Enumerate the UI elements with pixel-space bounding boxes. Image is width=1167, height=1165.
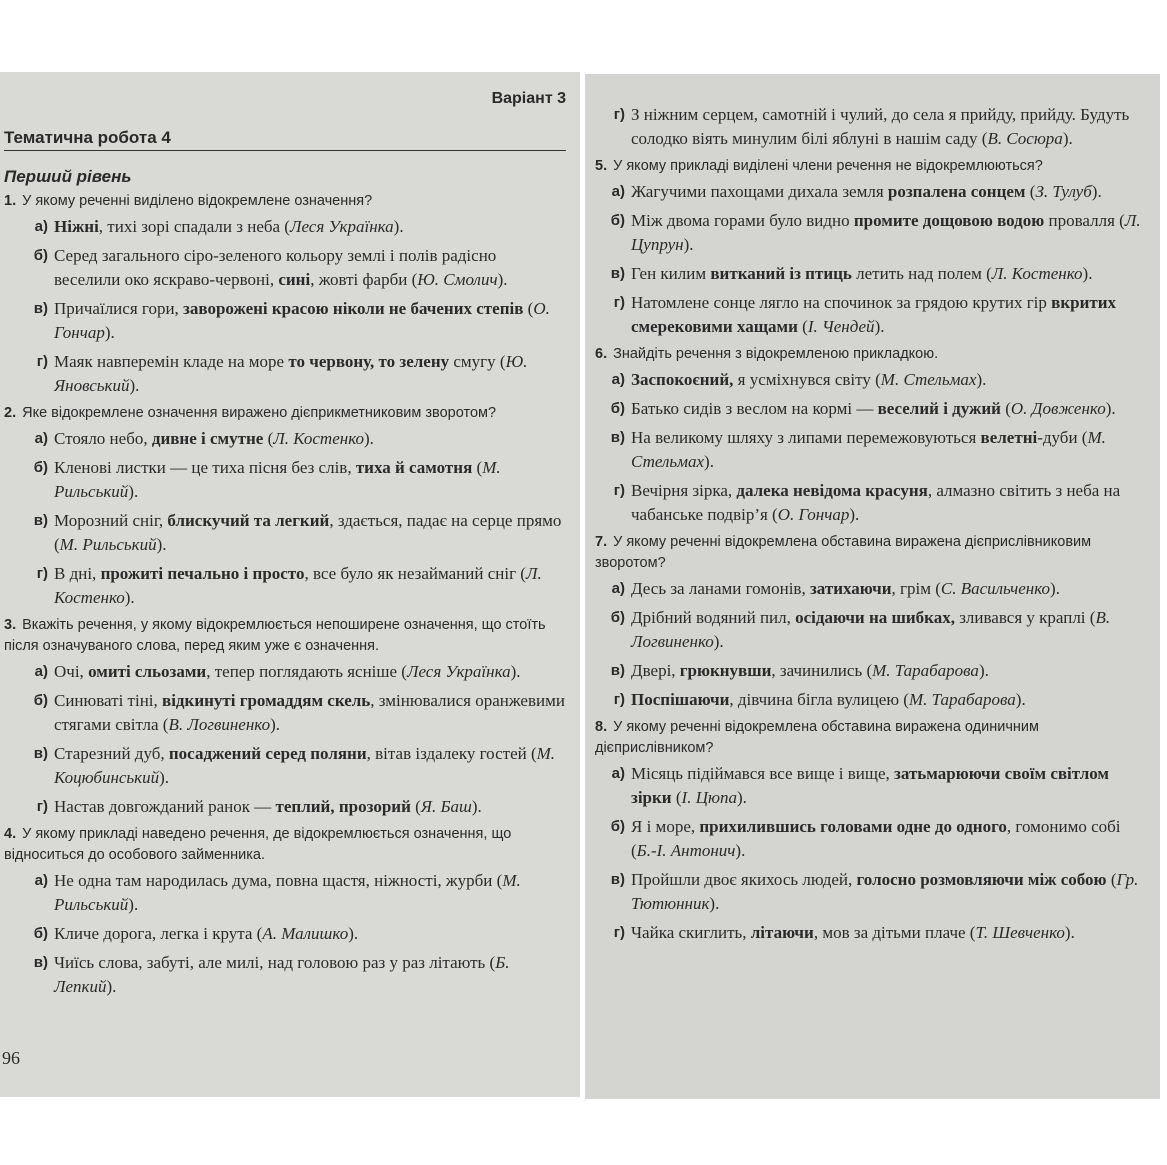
question-prompt: У якому прикладі наведено речення, де відокремлюється означення, що відноситься до особового займенника.: [4, 826, 512, 863]
highlighted-phrase: витканий із птиць: [710, 264, 852, 283]
sentence-fragment: ).: [978, 661, 989, 680]
option-text: [631, 103, 1148, 151]
sentence-fragment: Не одна там народилась дума, повна щастя, ніжності, журби (: [54, 871, 503, 890]
author-name: М. Стельмах: [631, 428, 1106, 471]
option-text: [631, 577, 1148, 601]
option-text: [631, 262, 1148, 286]
left-question-list: [4, 191, 566, 999]
left-page: [0, 72, 580, 1097]
sentence-fragment: (: [1025, 182, 1036, 201]
option-letter: а): [34, 218, 48, 235]
option-letter: в): [610, 662, 625, 679]
highlighted-phrase: розпалена сонцем: [887, 182, 1026, 201]
author-name: А. Малишко: [262, 924, 349, 943]
sentence-fragment: Старезний дуб,: [54, 744, 169, 763]
author-name: Ю. Яновський: [54, 352, 528, 395]
option-letter: г): [613, 482, 625, 499]
question-prompt: Вкажіть речення, у якому відокремлюється непоширене означення, що стоїть після означуваного слова, перед яким уже є означення.: [4, 617, 546, 654]
sentence-fragment: , грім (: [891, 579, 941, 598]
author-name: М. Рильський: [54, 458, 501, 501]
sentence-fragment: ).: [497, 270, 508, 289]
sentence-fragment: , зачинились (: [771, 661, 873, 680]
answer-option: [595, 180, 1148, 204]
author-name: М. Тарабарова: [872, 661, 979, 680]
author-name: М. Рильський: [54, 871, 521, 914]
question-number: 3.: [4, 617, 17, 633]
option-letter: г): [36, 798, 48, 815]
sentence-fragment: ).: [471, 797, 482, 816]
sentence-fragment: ).: [348, 924, 359, 943]
answer-option: [595, 577, 1148, 601]
option-text: [631, 368, 1148, 392]
answer-option: [4, 689, 566, 737]
sentence-fragment: Дрібний водяний пил,: [631, 608, 796, 627]
task-block: [595, 344, 1148, 527]
answer-option: [4, 427, 566, 451]
option-text: [631, 868, 1148, 916]
sentence-fragment: , гомонимо собі (: [631, 817, 1121, 860]
question-text: [595, 717, 1148, 759]
highlighted-phrase: омиті сльозами: [88, 662, 207, 681]
sentence-fragment: В дні,: [54, 564, 101, 583]
sentence-fragment: Настав довгожданий ранок —: [54, 797, 276, 816]
sentence-fragment: ).: [1082, 264, 1093, 283]
option-text: [54, 244, 566, 292]
author-name: О. Гончар: [54, 299, 550, 342]
sentence-fragment: ).: [683, 235, 694, 254]
sentence-fragment: (: [410, 797, 421, 816]
highlighted-phrase: прожиті печально і просто: [100, 564, 305, 583]
option-text: [54, 427, 566, 451]
sentence-fragment: (: [1000, 399, 1011, 418]
question-number: 2.: [4, 405, 17, 421]
task-block: [4, 824, 566, 999]
option-text: [631, 606, 1148, 654]
sentence-fragment: , жовті фарби (: [310, 270, 418, 289]
answer-option: [4, 215, 566, 239]
author-name: О. Довженко: [1010, 399, 1106, 418]
option-letter: а): [34, 872, 48, 889]
author-name: М. Тарабарова: [908, 690, 1016, 709]
option-text: [631, 659, 1148, 683]
option-letter: б): [33, 925, 48, 942]
work-title: Тематична робота 4: [4, 128, 171, 147]
sentence-fragment: , вітав іздалеку гостей (: [366, 744, 537, 763]
highlighted-phrase: дивне і смутне: [151, 429, 264, 448]
author-name: С. Васильченко: [940, 579, 1051, 598]
answer-option: [4, 869, 566, 917]
continued-option: [595, 103, 1148, 151]
author-name: М. Рильський: [59, 535, 157, 554]
sentence-fragment: ).: [128, 482, 139, 501]
sentence-fragment: (: [797, 317, 808, 336]
sentence-fragment: Місяць підіймався все вище і вище,: [631, 764, 895, 783]
answer-option: [4, 350, 566, 398]
sentence-fragment: ).: [129, 376, 140, 395]
option-text: [54, 215, 566, 239]
question-number: 8.: [595, 719, 608, 735]
sentence-fragment: (: [263, 429, 274, 448]
option-letter: б): [33, 692, 48, 709]
question-prompt: У якому реченні відокремлена обставина виражена одиничним дієприслівником?: [595, 719, 1039, 756]
answer-option: [595, 688, 1148, 712]
author-name: В. Логвиненко: [631, 608, 1111, 651]
header-divider: [4, 150, 566, 151]
sentence-fragment: Кленові листки — це тиха пісня без слів,: [54, 458, 356, 477]
sentence-fragment: , дівчина бігла вулицею (: [729, 690, 909, 709]
level-heading: Перший рівень: [4, 167, 132, 186]
option-letter: в): [610, 871, 625, 888]
sentence-fragment: Чайка скиглить,: [631, 923, 751, 942]
sentence-fragment: Між двома горами було видно: [631, 211, 854, 230]
sentence-fragment: ).: [156, 535, 167, 554]
highlighted-phrase: прихилившись головами одне до одного: [699, 817, 1007, 836]
question-prompt: У якому реченні виділено відокремлене означення?: [22, 193, 373, 209]
sentence-fragment: ).: [104, 323, 115, 342]
sentence-fragment: ).: [1062, 129, 1073, 148]
sentence-fragment: Синюваті тіні,: [54, 691, 163, 710]
option-letter: в): [33, 300, 48, 317]
highlighted-phrase: блискучий та легкий: [167, 511, 330, 530]
highlighted-phrase: грюкнувши: [679, 661, 772, 680]
sentence-fragment: ).: [1064, 923, 1075, 942]
sentence-fragment: ).: [735, 841, 746, 860]
highlighted-phrase: голосно розмовляючи між собою: [856, 870, 1107, 889]
option-text: [54, 456, 566, 504]
question-prompt: У якому прикладі виділені члени речення не відокремлюються?: [613, 158, 1043, 174]
sentence-fragment: Очі,: [54, 662, 89, 681]
sentence-fragment: (: [671, 788, 682, 807]
sentence-fragment: Жагучими пахощами дихала земля: [631, 182, 888, 201]
option-text: [631, 180, 1148, 204]
sentence-fragment: я усміхнувся світу (: [733, 370, 881, 389]
answer-option: [4, 562, 566, 610]
sentence-fragment: ).: [874, 317, 885, 336]
sentence-fragment: -дуби (: [1037, 428, 1088, 447]
author-name: І. Чендей: [807, 317, 875, 336]
sentence-fragment: Чиїсь слова, забуті, але милі, над головою раз у раз літають (: [54, 953, 496, 972]
option-letter: г): [613, 106, 625, 123]
highlighted-phrase: тиха й самотня: [355, 458, 473, 477]
highlighted-phrase: теплий, прозорий: [275, 797, 411, 816]
sentence-fragment: ).: [849, 505, 860, 524]
question-prompt: У якому реченні відокремлена обставина виражена дієприслівниковим зворотом?: [595, 534, 1092, 571]
author-name: В. Сосюра: [987, 129, 1063, 148]
option-letter: а): [611, 371, 625, 388]
option-text: [54, 869, 566, 917]
highlighted-phrase: далека невідома красуня: [736, 481, 928, 500]
highlighted-phrase: велетні: [980, 428, 1038, 447]
answer-option: [595, 397, 1148, 421]
highlighted-phrase: Заспокоєний,: [631, 370, 734, 389]
author-name: З. Тулуб: [1035, 182, 1092, 201]
option-letter: в): [33, 954, 48, 971]
option-text: [631, 479, 1148, 527]
option-letter: г): [613, 924, 625, 941]
answer-option: [4, 244, 566, 292]
highlighted-phrase: відкинуті громаддям скель: [162, 691, 371, 710]
option-letter: а): [34, 663, 48, 680]
page-number: 96: [2, 1048, 20, 1068]
task-block: [4, 191, 566, 398]
highlighted-phrase: веселий і дужий: [877, 399, 1001, 418]
question-number: 6.: [595, 346, 608, 362]
highlighted-phrase: затьмарюючи своїм світлом зірки: [631, 764, 1109, 807]
question-text: [595, 344, 1148, 365]
option-text: [631, 762, 1148, 810]
option-text: [631, 209, 1148, 257]
highlighted-phrase: то червону, то зелену: [288, 352, 450, 371]
answer-option: [595, 921, 1148, 945]
sentence-fragment: ).: [709, 894, 720, 913]
sentence-fragment: Маяк навперемін кладе на море: [54, 352, 289, 371]
answer-option: [595, 815, 1148, 863]
author-name: Л. Цупрун: [631, 211, 1141, 254]
option-letter: б): [610, 212, 625, 229]
sentence-fragment: ).: [393, 217, 404, 236]
author-name: Я. Баш: [420, 797, 472, 816]
option-text: [54, 951, 566, 999]
sentence-fragment: ).: [704, 452, 714, 471]
sentence-fragment: ).: [124, 588, 135, 607]
sentence-fragment: Десь за ланами гомонів,: [631, 579, 810, 598]
option-text: [54, 660, 566, 684]
author-name: Б.-І. Антонич: [636, 841, 736, 860]
option-letter: б): [33, 459, 48, 476]
highlighted-phrase: осідаючи на шибках,: [795, 608, 955, 627]
sentence-fragment: (: [523, 299, 534, 318]
option-text: [631, 397, 1148, 421]
task-block: [4, 403, 566, 610]
sentence-fragment: ).: [106, 977, 117, 996]
author-name: Л. Костенко: [54, 564, 542, 607]
answer-option: [595, 368, 1148, 392]
sentence-fragment: летить над полем (: [851, 264, 992, 283]
option-letter: в): [610, 265, 625, 282]
sentence-fragment: ).: [976, 370, 987, 389]
highlighted-phrase: сині: [278, 270, 311, 289]
author-name: Л. Костенко: [273, 429, 364, 448]
highlighted-phrase: затихаючи: [809, 579, 892, 598]
sentence-fragment: Пройшли двоє якихось людей,: [631, 870, 857, 889]
question-number: 1.: [4, 193, 17, 209]
sentence-fragment: , все було як незайманий сніг (: [304, 564, 526, 583]
author-name: Гр. Тютюнник: [631, 870, 1139, 913]
sentence-fragment: На великому шляху з липами перемежовуються: [631, 428, 981, 447]
option-text: [54, 795, 566, 819]
sentence-fragment: ).: [713, 632, 724, 651]
sentence-fragment: ).: [364, 429, 374, 448]
answer-option: [595, 659, 1148, 683]
highlighted-phrase: посаджений серед поляни: [168, 744, 367, 763]
question-text: [595, 156, 1148, 177]
answer-option: [595, 209, 1148, 257]
question-prompt: Знайдіть речення з відокремленою прикладкою.: [613, 346, 939, 362]
author-name: І. Цюпа: [681, 788, 737, 807]
author-name: Ю. Смолич: [417, 270, 498, 289]
option-letter: г): [613, 691, 625, 708]
author-name: М. Стельмах: [880, 370, 977, 389]
sentence-fragment: ).: [736, 788, 747, 807]
answer-option: [4, 922, 566, 946]
question-number: 5.: [595, 158, 608, 174]
sentence-fragment: Стояло небо,: [54, 429, 152, 448]
option-letter: а): [611, 183, 625, 200]
option-text: [54, 562, 566, 610]
sentence-fragment: (: [472, 458, 483, 477]
question-text: [4, 403, 566, 424]
sentence-fragment: ).: [1015, 690, 1026, 709]
sentence-fragment: Натомлене сонце лягло на спочинок за грядою крутих гір: [631, 293, 1052, 312]
question-text: [4, 615, 566, 657]
sentence-fragment: , здається, падає на серце прямо (: [54, 511, 562, 554]
sentence-fragment: , тепер поглядають ясніше (: [206, 662, 407, 681]
author-name: Л. Костенко: [991, 264, 1083, 283]
option-letter: б): [33, 247, 48, 264]
sentence-fragment: Морозний сніг,: [54, 511, 168, 530]
page-header: [4, 90, 566, 148]
answer-option: [4, 951, 566, 999]
answer-option: [595, 868, 1148, 916]
sentence-fragment: зливався у краплі (: [954, 608, 1096, 627]
sentence-fragment: ).: [159, 768, 170, 787]
sentence-fragment: Кличе дорога, легка і крута (: [54, 924, 263, 943]
option-text: [54, 297, 566, 345]
sentence-fragment: ).: [128, 895, 139, 914]
option-text: [54, 509, 566, 557]
sentence-fragment: (: [1106, 870, 1117, 889]
author-name: Леся Українка: [289, 217, 394, 236]
sentence-fragment: ).: [1105, 399, 1116, 418]
option-text: [631, 426, 1148, 474]
sentence-fragment: провалля (: [1044, 211, 1125, 230]
answer-option: [4, 795, 566, 819]
option-text: [54, 350, 566, 398]
option-letter: в): [610, 429, 625, 446]
sentence-fragment: , тихі зорі спадали з неба (: [98, 217, 290, 236]
option-text: [631, 688, 1148, 712]
author-name: Леся Українка: [406, 662, 511, 681]
answer-option: [595, 606, 1148, 654]
option-letter: г): [613, 294, 625, 311]
sentence-fragment: , алмазно світить з неба на чабанське подвір’я (: [631, 481, 1121, 524]
answer-option: [4, 660, 566, 684]
answer-option: [595, 103, 1148, 151]
sentence-fragment: , змінювалися оранжевими стягами світла (: [54, 691, 565, 734]
option-text: [631, 291, 1148, 339]
option-text: [631, 921, 1148, 945]
answer-option: [4, 456, 566, 504]
right-page: [585, 74, 1160, 1099]
answer-option: [595, 291, 1148, 339]
variant-label: Варіант 3: [491, 90, 566, 107]
option-letter: г): [36, 353, 48, 370]
sentence-fragment: Серед загального сіро-зеленого кольору землі і полів радісно веселили око яскраво-червоні,: [54, 246, 497, 289]
author-name: Б. Лепкий: [54, 953, 510, 996]
sentence-fragment: З ніжним серцем, самотній і чулий, до села я прийду, прийду. Будуть солодко віять минулим білі яблуні в нашім саду (: [631, 105, 1130, 148]
option-letter: б): [610, 609, 625, 626]
option-letter: в): [33, 745, 48, 762]
sentence-fragment: ).: [510, 662, 521, 681]
answer-option: [4, 297, 566, 345]
author-name: О. Гончар: [777, 505, 850, 524]
answer-option: [595, 762, 1148, 810]
option-text: [54, 922, 566, 946]
highlighted-phrase: заворожені красою ніколи не бачених степів: [183, 299, 524, 318]
author-name: Т. Шевченко: [975, 923, 1065, 942]
option-letter: г): [36, 565, 48, 582]
option-letter: а): [611, 580, 625, 597]
answer-option: [4, 509, 566, 557]
answer-option: [595, 262, 1148, 286]
question-prompt: Яке відокремлене означення виражено дієприкметниковим зворотом?: [22, 405, 497, 421]
highlighted-phrase: вкритих смерековими хащами: [631, 293, 1117, 336]
task-block: [595, 532, 1148, 712]
sentence-fragment: , мов за дітьми плаче (: [813, 923, 976, 942]
highlighted-phrase: Поспішаючи: [631, 690, 730, 709]
sentence-fragment: Причаїлися гори,: [54, 299, 184, 318]
sentence-fragment: Батько сидів з веслом на кормі —: [631, 399, 878, 418]
sentence-fragment: смугу (: [449, 352, 506, 371]
option-letter: б): [610, 400, 625, 417]
option-letter: а): [34, 430, 48, 447]
author-name: В. Логвиненко: [168, 715, 271, 734]
answer-option: [595, 426, 1148, 474]
option-letter: в): [33, 512, 48, 529]
answer-option: [4, 742, 566, 790]
right-question-list: [595, 156, 1148, 945]
task-block: [595, 156, 1148, 339]
question-text: [595, 532, 1148, 574]
sentence-fragment: ).: [270, 715, 280, 734]
option-letter: б): [610, 818, 625, 835]
option-text: [631, 815, 1148, 863]
highlighted-phrase: літаючи: [750, 923, 814, 942]
task-block: [595, 717, 1148, 945]
question-text: [4, 824, 566, 866]
option-text: [54, 742, 566, 790]
author-name: М. Коцюбинський: [54, 744, 556, 787]
question-text: [4, 191, 566, 212]
question-number: 7.: [595, 534, 608, 550]
task-block: [4, 615, 566, 819]
sentence-fragment: ).: [1050, 579, 1060, 598]
option-text: [54, 689, 566, 737]
sentence-fragment: Я і море,: [631, 817, 700, 836]
option-letter: а): [611, 765, 625, 782]
sentence-fragment: Ген килим: [631, 264, 711, 283]
sentence-fragment: Вечірня зірка,: [631, 481, 737, 500]
question-number: 4.: [4, 826, 17, 842]
answer-option: [595, 479, 1148, 527]
sentence-fragment: ).: [1091, 182, 1102, 201]
highlighted-phrase: промите дощовою водою: [853, 211, 1045, 230]
sentence-fragment: Двері,: [631, 661, 680, 680]
highlighted-phrase: Ніжні: [54, 217, 99, 236]
